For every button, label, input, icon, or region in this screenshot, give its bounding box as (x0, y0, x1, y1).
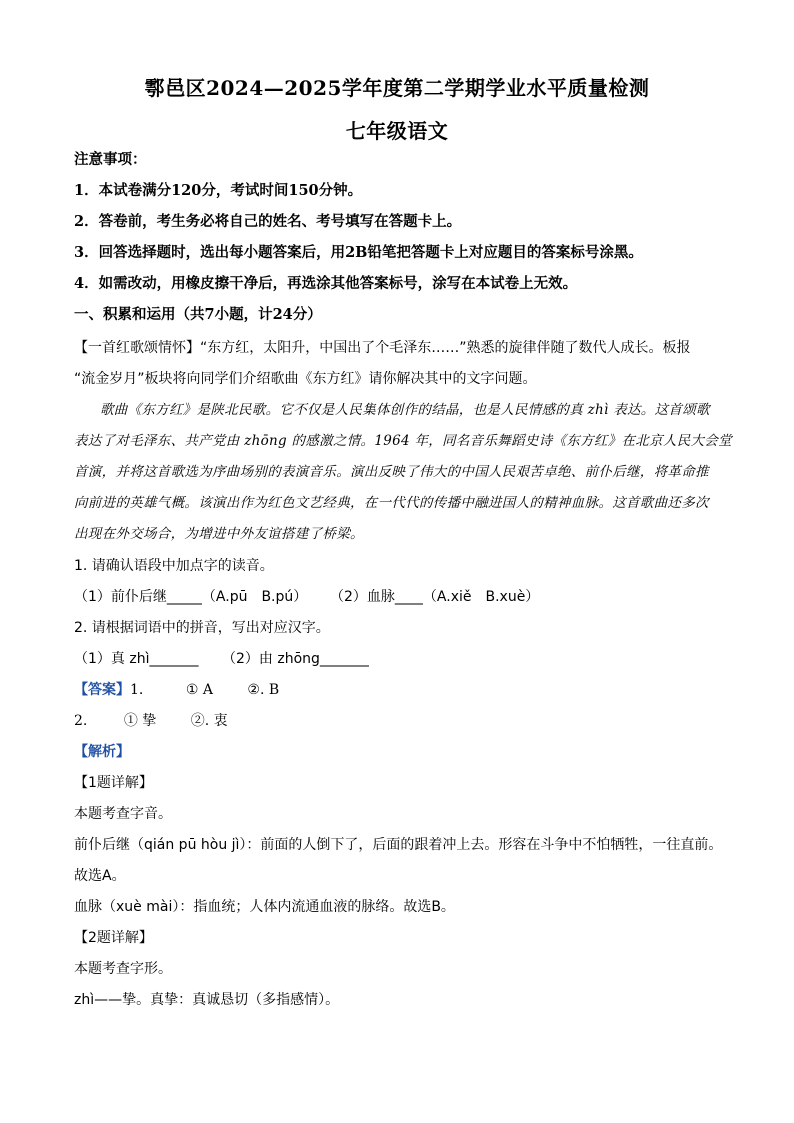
detail-2-heading: 【2题详解】 (74, 930, 153, 946)
question-1: 1. 请确认语段中加点字的读音。 (74, 558, 274, 574)
answer-2-value-1: 挚 (142, 713, 157, 729)
question-2-option-1: （1）真 zhì_______ (74, 651, 199, 667)
passage-line-4: 向前进的英雄气概。该演出作为红色文艺经典，在一代代的传播中融进国人的精神血脉。这首歌曲还多次 (74, 495, 709, 511)
intro-line-2: “流金岁月”板块将向同学们介绍歌曲《东方红》请你解决其中的文字问题。 (74, 371, 537, 387)
detail-1-line-1: 本题考查字音。 (74, 806, 172, 822)
passage-line-5: 出现在外交场合，为增进中外友谊搭建了桥梁。 (74, 526, 364, 542)
answer-2-number: 2. (74, 713, 88, 729)
passage-line-3: 首演，并将这首歌选为序曲场别的表演音乐。演出反映了伟大的中国人民艰苦卓绝、前仆后继，将革命推 (74, 464, 709, 480)
detail-2-line-1: 本题考查字形。 (74, 961, 172, 977)
detail-2-line-2: zhì——挚。真挚：真诚恳切（多指感情）。 (74, 992, 340, 1008)
question-1-option-2: （2）血脉____（A.xiě B.xuè） (330, 589, 540, 605)
answer-2-circle-2: ② (190, 713, 205, 729)
answer-1-value-2: . B (259, 682, 280, 698)
answer-1-number: 1. (130, 682, 144, 698)
answer-label: 【答案】 (74, 682, 130, 698)
question-2-option-2: （2）由 zhōng_______ (222, 651, 369, 667)
answer-2-circle-1: ① (123, 713, 138, 729)
intro-line-1: 【一首红歌颂情怀】“东方红，太阳升，中国出了个毛泽东……”熟悉的旋律伴随了数代人成长。板报 (74, 340, 691, 356)
detail-1-heading: 【1题详解】 (74, 775, 153, 791)
section-heading: 一、积累和运用（共7小题，计24分） (74, 306, 322, 323)
note-item-3: 3．回答选择题时，选出每小题答案后，用2B铅笔把答题卡上对应题目的答案标号涂黑。 (74, 244, 643, 261)
question-1-option-1: （1）前仆后继_____（A.pū B.pú） (74, 589, 308, 605)
detail-1-line-4: 血脉（xuè mài）：指血统；人体内流通血液的脉络。故选B。 (74, 899, 455, 915)
note-item-1: 1．本试卷满分120分，考试时间150分钟。 (74, 182, 363, 199)
answer-row-2 (74, 711, 228, 731)
note-item-4: 4．如需改动，用橡皮擦干净后，再选涂其他答案标号，涂写在本试卷上无效。 (74, 275, 578, 292)
notes-heading: 注意事项： (74, 151, 147, 168)
answer-1-value-1: A (202, 682, 213, 698)
detail-1-line-2: 前仆后继（qián pū hòu jì）：前面的人倒下了，后面的跟着冲上去。形容在斗争中不怕牺牲，一往直前。 (74, 837, 723, 853)
passage-line-2: 表达了对毛泽东、共产党由 zhōng 的感激之情。1964 年，同名音乐舞蹈史诗《东方红》在北京人民大会堂 (74, 433, 732, 449)
analysis-label: 【解析】 (74, 744, 130, 760)
answer-1-circle-2: ② (247, 682, 260, 698)
detail-1-line-3: 故选A。 (74, 868, 126, 884)
answer-2-value-2: . 衷 (204, 713, 228, 729)
page-title: 鄠邑区2024—2025学年度第二学期学业水平质量检测 (144, 76, 650, 100)
page-subtitle: 七年级语文 (345, 119, 449, 143)
question-2: 2. 请根据词语中的拼音，写出对应汉字。 (74, 620, 330, 636)
answer-row-1 (74, 680, 279, 700)
answer-1-circle-1: ① (185, 682, 199, 698)
passage-line-1: 歌曲《东方红》是陕北民歌。它不仅是人民集体创作的结晶，也是人民情感的真 zhì 表达。这首颂歌 (100, 402, 710, 418)
note-item-2: 2．答卷前，考生务必将自己的姓名、考号填写在答题卡上。 (74, 213, 462, 230)
